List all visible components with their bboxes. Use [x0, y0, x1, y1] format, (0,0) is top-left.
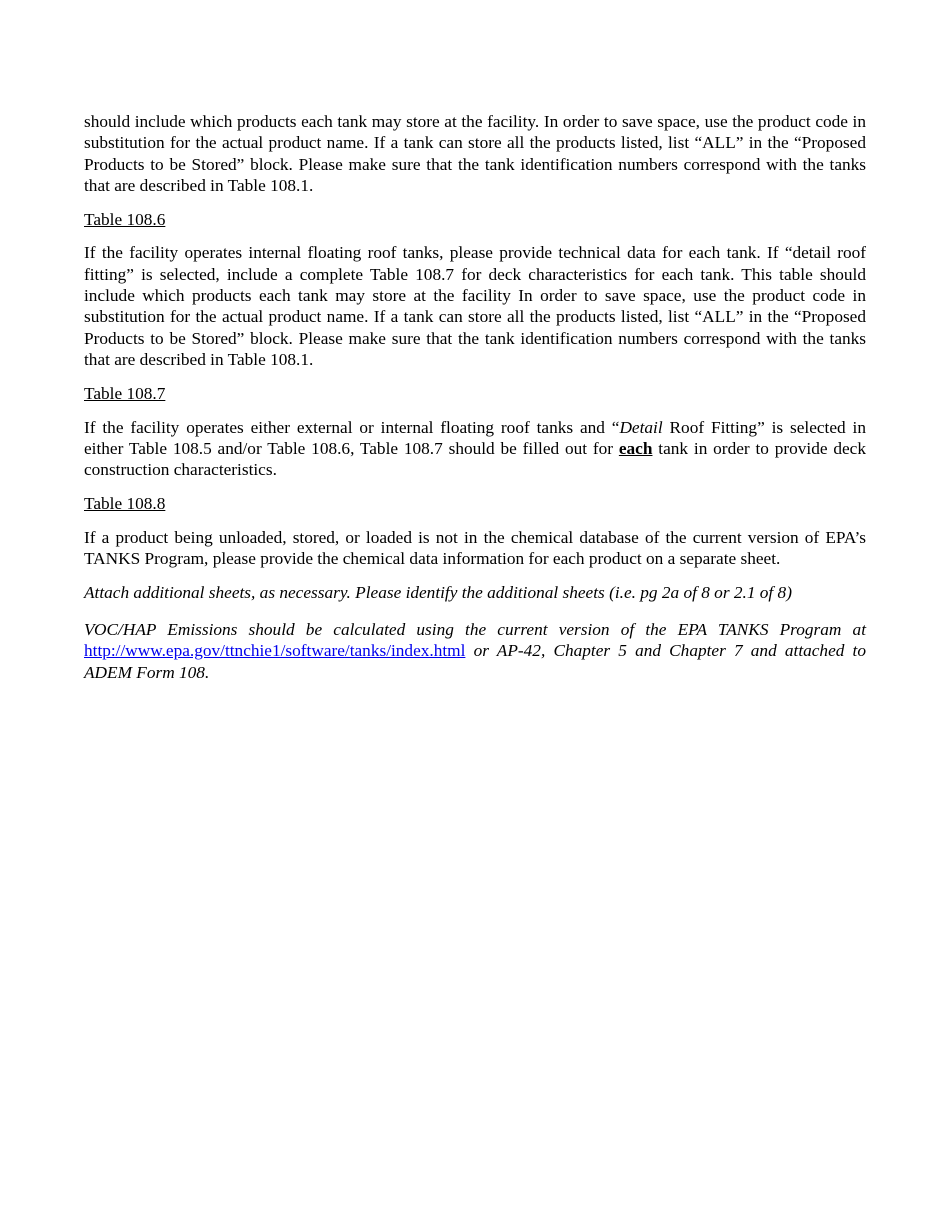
detail-italic-word: Detail	[619, 417, 663, 437]
table-108-8-paragraph: If a product being unloaded, stored, or loaded is not in the chemical database of the current version of EPA’s TANKS Program, please provide the chemical data information for each product on a separate sheet.	[84, 527, 866, 569]
voc-text-after: or AP-42, Chapter 5 and Chapter 7 and attached to ADEM Form 108.	[84, 641, 866, 682]
table-108-7-paragraph	[84, 417, 866, 481]
each-emphasis-word: each	[618, 438, 653, 458]
table-108-8-heading: Table 108.8	[84, 493, 166, 513]
table-108-7-text-middle: Roof Fitting” is selected in either Table 108.5 and/or Table 108.6, Table 108.7 should be filled out for	[84, 417, 866, 458]
table-108-7-text-before: If the facility operates either external or internal floating roof tanks and “	[84, 417, 620, 437]
document-page	[84, 111, 866, 696]
table-108-7-text-after: tank in order to provide deck construction characteristics.	[84, 438, 866, 480]
table-108-6-paragraph: If the facility operates internal floating roof tanks, please provide technical data for each tank. If “detail roof fitting” is selected, include a complete Table 108.7 for deck characteristics for each tank. This table should include which products each tank may store at the facility In order to save space, use the product code in substitution for the actual product name. If a tank can store all the products listed, list “ALL” in the “Proposed Products to be Stored” block. Please make sure that the tank identification numbers correspond with the tanks that are described in Table 108.1.	[84, 243, 866, 369]
tank-products-continuation-paragraph: should include which products each tank may store at the facility. In order to save space, use the product code in substitution for the actual product name. If a tank can store all the products listed, list “ALL” in the “Proposed Products to be Stored” block. Please make sure that the tank identification numbers correspond with the tanks that are described in Table 108.1.	[84, 112, 866, 195]
epa-tanks-link[interactable]: http://www.epa.gov/ttnchie1/software/tanks/index.html	[84, 641, 466, 661]
attach-sheets-note: Attach additional sheets, as necessary. Please identify the additional sheets (i.e. pg 2a of 8 or 2.1 of 8)	[84, 582, 792, 602]
voc-hap-emissions-note	[84, 619, 866, 683]
table-108-6-heading: Table 108.6	[84, 209, 166, 229]
table-108-7-heading: Table 108.7	[84, 383, 166, 403]
voc-text-before: VOC/HAP Emissions should be calculated using the current version of the EPA TANKS Program at	[84, 620, 866, 640]
